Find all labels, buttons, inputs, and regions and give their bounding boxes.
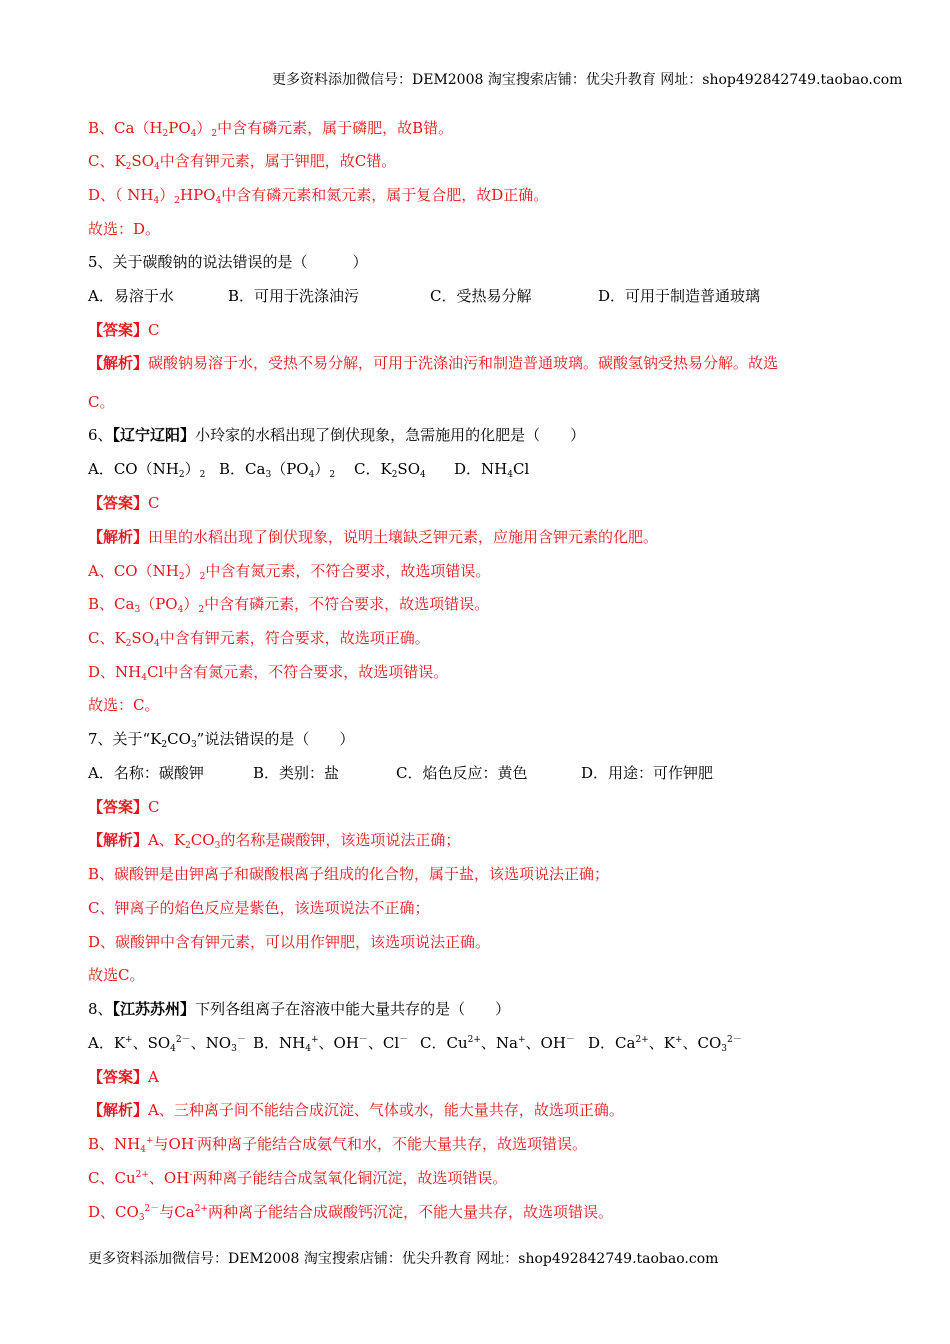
q8-analysis: 【解析】A、三种离子间不能结合成沉淀、气体或水，能大量共存，故选项正确。 — [88, 1101, 624, 1119]
q5-analysis-cont: C。 — [88, 393, 115, 411]
q6-analysis-a: A、$CO(NH_2)_2$中含有氮元素，不符合要求，故选项错误。 — [88, 562, 491, 582]
q6-analysis-b: B、$Ca_3(PO_4)_2$中含有磷元素，不符合要求，故选项错误。 — [88, 595, 490, 615]
q6-analysis-c: C、$K_2SO_4$中含有钾元素，符合要求，故选项正确。 — [88, 629, 430, 649]
q8-answer: 【答案】A — [88, 1068, 159, 1086]
q6-analysis: 【解析】田里的水稻出现了倒伏现象，说明土壤缺乏钾元素，应施用含钾元素的化肥。 — [88, 528, 659, 546]
q7-option-c: C．焰色反应：黄色 — [396, 764, 528, 782]
q7-analysis-d: D、碳酸钾中含有钾元素，可以用作钾肥，该选项说法正确。 — [88, 933, 491, 951]
prev-choice: 故选：D。 — [88, 220, 161, 238]
q7-analysis-c: C、钾离子的焰色反应是紫色，该选项说法不正确； — [88, 899, 430, 917]
q7-option-a: A．名称：碳酸钾 — [88, 764, 204, 782]
q8-option-a: A．K+、$SO_4^{2-}$、$NO_3^-$ — [88, 1034, 246, 1054]
q8-analysis-b: B、$NH_4^+$与OH-两种离子能结合成氨气和水，不能大量共存，故选项错误。 — [88, 1135, 587, 1155]
prev-analysis-d: D、（ $NH_4)_2HPO_4$中含有磷元素和氮元素，属于复合肥，故D正确。 — [88, 186, 549, 206]
q6-stem: 6、【辽宁辽阳】小玲家的水稻出现了倒伏现象，急需施用的化肥是（ ） — [88, 426, 586, 444]
q7-answer: 【答案】C — [88, 798, 160, 816]
q5-option-c: C．受热易分解 — [430, 287, 532, 305]
q5-stem: 5、关于碳酸钠的说法错误的是（ ） — [88, 253, 368, 271]
q5-analysis: 【解析】碳酸钠易溶于水，受热不易分解，可用于洗涤油污和制造普通玻璃。碳酸氢钠受热易分解。故选 — [88, 354, 779, 372]
q8-stem: 8、【江苏苏州】下列各组离子在溶液中能大量共存的是（ ） — [88, 1000, 511, 1018]
q7-analysis-b: B、碳酸钾是由钾离子和碳酸根离子组成的化合物，属于盐，该选项说法正确； — [88, 865, 610, 883]
q6-option-a: A．$CO(NH_2)_2$ — [88, 460, 206, 480]
prev-analysis-c: C、$K_2SO_4$中含有钾元素，属于钾肥，故C错。 — [88, 152, 397, 172]
q6-answer: 【答案】C — [88, 494, 160, 512]
q5-option-b: B．可用于洗涤油污 — [228, 287, 360, 305]
q8-option-d: D．$Ca^{2+}$、K+、$CO_3^{2-}$ — [588, 1034, 742, 1054]
q8-options — [88, 1033, 742, 1053]
q6-option-b: B．$Ca_3(PO_4)_2$ — [219, 460, 336, 480]
q7-option-b: B．类别：盐 — [253, 764, 340, 782]
q8-option-b: B．$NH_4^+$、OH－、Cl－ — [253, 1034, 409, 1054]
q6-options — [88, 459, 529, 479]
q7-stem: 7、关于“$K_2CO_3$”说法错误的是（ ） — [88, 730, 355, 750]
q6-option-c: C．$K_2SO_4$ — [354, 460, 426, 480]
q8-option-c: C．$Cu^{2+}$、Na+、OH－ — [420, 1034, 575, 1052]
q8-analysis-d: D、$CO_3^{2-}$与$Ca^{2+}$两种离子能结合成碳酸钙沉淀，不能大量共存，故选项错误。 — [88, 1203, 613, 1223]
q6-choice: 故选：C。 — [88, 696, 160, 714]
q6-analysis-d: D、$NH_4Cl$中含有氮元素，不符合要求，故选项错误。 — [88, 663, 449, 683]
q5-option-a: A．易溶于水 — [88, 287, 174, 305]
q5-options — [88, 286, 760, 306]
page-header: 更多资料添加微信号：DEM2008 淘宝搜索店铺：优尖升教育 网址：shop492842749.taobao.com — [272, 72, 903, 88]
q6-option-d: D．$NH_4Cl$ — [454, 460, 530, 480]
page-footer: 更多资料添加微信号：DEM2008 淘宝搜索店铺：优尖升教育 网址：shop492842749.taobao.com — [88, 1251, 719, 1267]
q8-analysis-c: C、$Cu^{2+}$、OH-两种离子能结合成氢氧化铜沉淀，故选项错误。 — [88, 1169, 508, 1187]
q7-analysis: 【解析】A、$K_2CO_3$的名称是碳酸钾，该选项说法正确； — [88, 831, 461, 851]
q7-options — [88, 763, 713, 783]
q5-answer: 【答案】C — [88, 321, 160, 339]
prev-analysis-b: B、$Ca(H_2PO_4)_2$中含有磷元素，属于磷肥，故B错。 — [88, 119, 454, 139]
q7-option-d: D．用途：可作钾肥 — [581, 764, 714, 782]
q7-choice: 故选C。 — [88, 966, 145, 984]
q5-option-d: D．可用于制造普通玻璃 — [598, 287, 761, 305]
